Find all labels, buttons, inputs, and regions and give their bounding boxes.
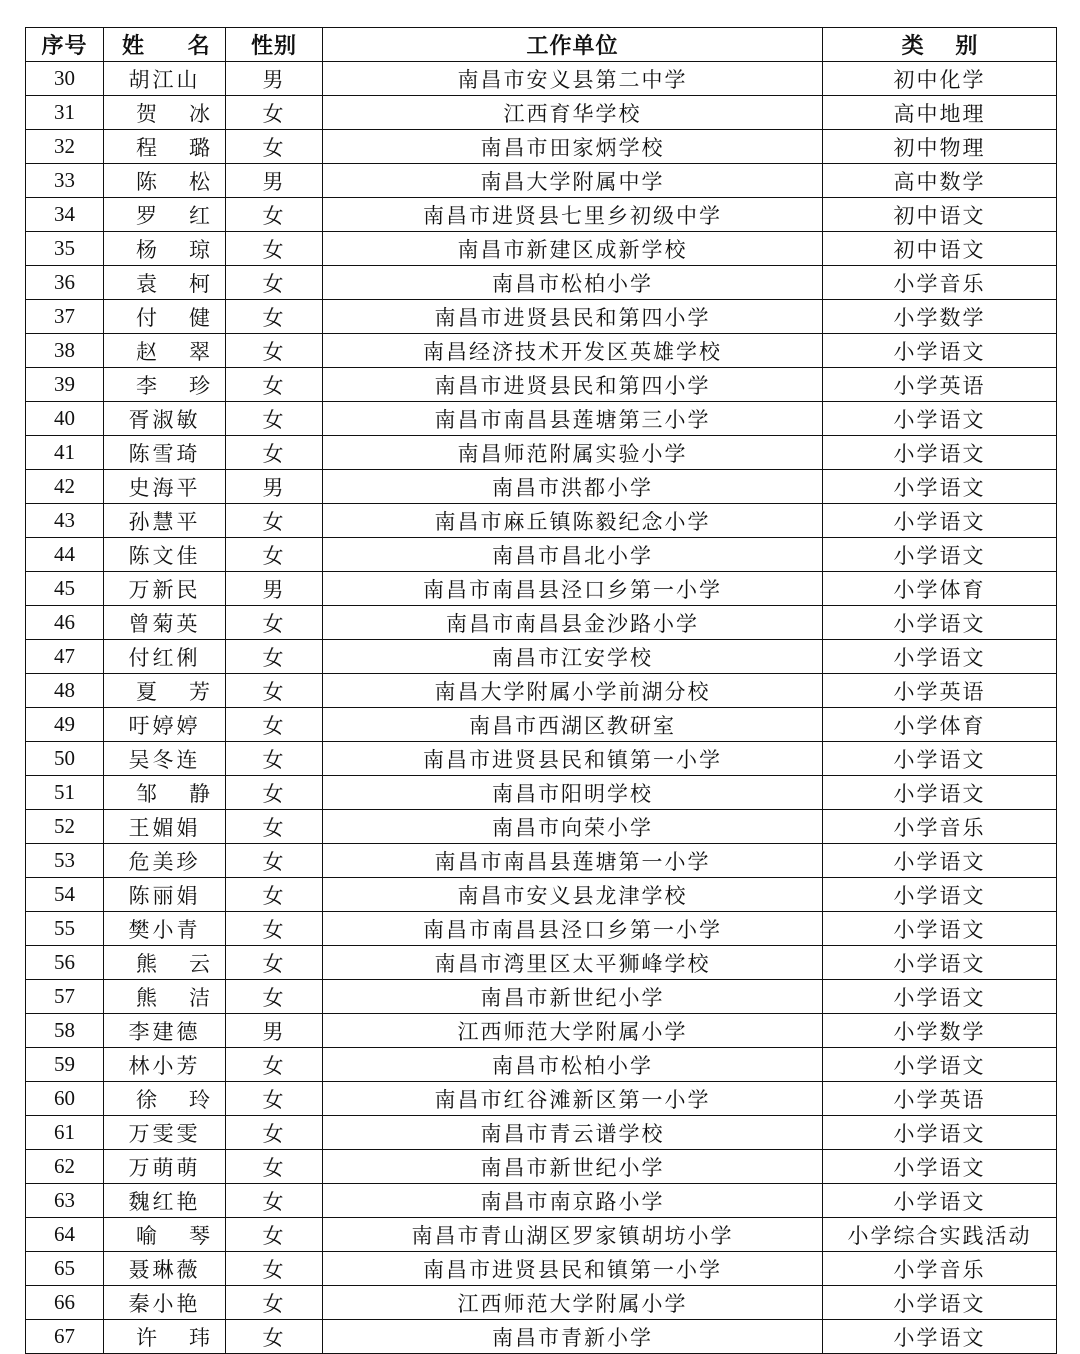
row-name: 陈雪琦: [104, 436, 226, 470]
row-category: 小学语文: [823, 436, 1057, 470]
row-gender: 女: [226, 1218, 323, 1252]
table-row: [26, 1048, 1057, 1082]
row-category: 小学语文: [823, 402, 1057, 436]
row-work-unit: 南昌市向荣小学: [323, 810, 823, 844]
row-work-unit: 江西师范大学附属小学: [323, 1286, 823, 1320]
row-category: 高中地理: [823, 96, 1057, 130]
row-work-unit: 南昌市青新小学: [323, 1320, 823, 1354]
row-category: 小学语文: [823, 946, 1057, 980]
row-work-unit: 南昌市西湖区教研室: [323, 708, 823, 742]
row-number: 35: [26, 232, 104, 266]
table-row: [26, 1218, 1057, 1252]
row-category: 小学英语: [823, 674, 1057, 708]
row-gender: 女: [226, 946, 323, 980]
table-row: [26, 402, 1057, 436]
row-name: 胥淑敏: [104, 402, 226, 436]
table-row: [26, 62, 1057, 96]
table-row: [26, 436, 1057, 470]
row-number: 57: [26, 980, 104, 1014]
row-number: 40: [26, 402, 104, 436]
table-row: [26, 164, 1057, 198]
row-gender: 女: [226, 1184, 323, 1218]
row-number: 53: [26, 844, 104, 878]
table-row: [26, 368, 1057, 402]
row-category: 小学英语: [823, 1082, 1057, 1116]
row-name: 万萌萌: [104, 1150, 226, 1184]
row-number: 60: [26, 1082, 104, 1116]
row-work-unit: 南昌市麻丘镇陈毅纪念小学: [323, 504, 823, 538]
row-name: 李珍: [104, 368, 226, 402]
row-gender: 女: [226, 1286, 323, 1320]
row-name: 吁婷婷: [104, 708, 226, 742]
header-gender: 性别: [226, 28, 323, 62]
row-work-unit: 南昌市江安学校: [323, 640, 823, 674]
row-category: 初中语文: [823, 232, 1057, 266]
row-name: 李建德: [104, 1014, 226, 1048]
row-gender: 女: [226, 300, 323, 334]
row-work-unit: 南昌市红谷滩新区第一小学: [323, 1082, 823, 1116]
row-work-unit: 南昌市安义县龙津学校: [323, 878, 823, 912]
row-category: 小学语文: [823, 912, 1057, 946]
table-row: [26, 504, 1057, 538]
table-row: [26, 640, 1057, 674]
table-row: [26, 96, 1057, 130]
row-work-unit: 南昌市安义县第二中学: [323, 62, 823, 96]
row-number: 50: [26, 742, 104, 776]
row-number: 32: [26, 130, 104, 164]
row-work-unit: 江西师范大学附属小学: [323, 1014, 823, 1048]
row-name: 万雯雯: [104, 1116, 226, 1150]
row-number: 51: [26, 776, 104, 810]
row-number: 39: [26, 368, 104, 402]
row-work-unit: 南昌市青云谱学校: [323, 1116, 823, 1150]
row-category: 小学语文: [823, 606, 1057, 640]
teacher-roster-table: [25, 27, 1057, 1354]
row-work-unit: 江西育华学校: [323, 96, 823, 130]
row-number: 44: [26, 538, 104, 572]
table-row: [26, 266, 1057, 300]
row-category: 小学语文: [823, 1320, 1057, 1354]
row-category: 小学音乐: [823, 266, 1057, 300]
row-category: 小学语文: [823, 1184, 1057, 1218]
row-category: 小学语文: [823, 1286, 1057, 1320]
table-row: [26, 538, 1057, 572]
table-row: [26, 980, 1057, 1014]
row-name: 危美珍: [104, 844, 226, 878]
row-gender: 女: [226, 232, 323, 266]
row-category: 小学语文: [823, 1116, 1057, 1150]
row-category: 小学音乐: [823, 1252, 1057, 1286]
row-name: 万新民: [104, 572, 226, 606]
row-category: 小学语文: [823, 470, 1057, 504]
row-number: 54: [26, 878, 104, 912]
row-name: 熊洁: [104, 980, 226, 1014]
row-name: 林小芳: [104, 1048, 226, 1082]
row-work-unit: 南昌市进贤县民和镇第一小学: [323, 742, 823, 776]
table-row: [26, 1014, 1057, 1048]
row-category: 小学数学: [823, 1014, 1057, 1048]
row-gender: 男: [226, 572, 323, 606]
row-number: 46: [26, 606, 104, 640]
row-number: 42: [26, 470, 104, 504]
row-work-unit: 南昌市南昌县莲塘第一小学: [323, 844, 823, 878]
row-category: 小学语文: [823, 538, 1057, 572]
row-number: 61: [26, 1116, 104, 1150]
row-work-unit: 南昌市进贤县民和第四小学: [323, 368, 823, 402]
row-name: 徐玲: [104, 1082, 226, 1116]
row-work-unit: 南昌市松柏小学: [323, 1048, 823, 1082]
table-row: [26, 470, 1057, 504]
row-name: 熊云: [104, 946, 226, 980]
row-gender: 女: [226, 776, 323, 810]
row-work-unit: 南昌市南昌县泾口乡第一小学: [323, 912, 823, 946]
table-row: [26, 946, 1057, 980]
row-category: 小学综合实践活动: [823, 1218, 1057, 1252]
row-name: 陈松: [104, 164, 226, 198]
row-name: 吴冬连: [104, 742, 226, 776]
table-row: [26, 1116, 1057, 1150]
row-work-unit: 南昌市进贤县七里乡初级中学: [323, 198, 823, 232]
row-name: 史海平: [104, 470, 226, 504]
row-gender: 男: [226, 1014, 323, 1048]
row-name: 魏红艳: [104, 1184, 226, 1218]
row-gender: 女: [226, 266, 323, 300]
row-number: 48: [26, 674, 104, 708]
row-work-unit: 南昌大学附属小学前湖分校: [323, 674, 823, 708]
row-number: 63: [26, 1184, 104, 1218]
row-name: 贺冰: [104, 96, 226, 130]
row-gender: 女: [226, 198, 323, 232]
row-number: 67: [26, 1320, 104, 1354]
row-category: 初中语文: [823, 198, 1057, 232]
table-row: [26, 1252, 1057, 1286]
row-name: 夏芳: [104, 674, 226, 708]
row-work-unit: 南昌市松柏小学: [323, 266, 823, 300]
row-work-unit: 南昌市新世纪小学: [323, 1150, 823, 1184]
table-row: [26, 130, 1057, 164]
row-number: 38: [26, 334, 104, 368]
row-gender: 女: [226, 1082, 323, 1116]
row-category: 小学语文: [823, 334, 1057, 368]
table-row: [26, 708, 1057, 742]
row-gender: 女: [226, 1150, 323, 1184]
table-row: [26, 810, 1057, 844]
row-gender: 男: [226, 62, 323, 96]
header-work-unit: 工作单位: [323, 28, 823, 62]
table-row: [26, 1082, 1057, 1116]
row-gender: 女: [226, 912, 323, 946]
row-work-unit: 南昌市南昌县金沙路小学: [323, 606, 823, 640]
row-number: 45: [26, 572, 104, 606]
row-gender: 女: [226, 130, 323, 164]
row-number: 31: [26, 96, 104, 130]
row-name: 程璐: [104, 130, 226, 164]
row-gender: 女: [226, 980, 323, 1014]
row-name: 曾菊英: [104, 606, 226, 640]
table-row: [26, 1286, 1057, 1320]
row-number: 41: [26, 436, 104, 470]
row-number: 55: [26, 912, 104, 946]
row-name: 陈文佳: [104, 538, 226, 572]
row-gender: 女: [226, 436, 323, 470]
row-gender: 女: [226, 368, 323, 402]
row-number: 66: [26, 1286, 104, 1320]
row-name: 付红俐: [104, 640, 226, 674]
row-number: 52: [26, 810, 104, 844]
row-category: 小学语文: [823, 504, 1057, 538]
row-name: 胡江山: [104, 62, 226, 96]
table-row: [26, 572, 1057, 606]
row-number: 33: [26, 164, 104, 198]
row-number: 59: [26, 1048, 104, 1082]
table-row: [26, 878, 1057, 912]
header-number: 序号: [26, 28, 104, 62]
row-number: 34: [26, 198, 104, 232]
table-row: [26, 844, 1057, 878]
row-category: 小学语文: [823, 1150, 1057, 1184]
row-number: 30: [26, 62, 104, 96]
table-row: [26, 1150, 1057, 1184]
row-gender: 女: [226, 1116, 323, 1150]
table-row: [26, 198, 1057, 232]
row-name: 秦小艳: [104, 1286, 226, 1320]
table-header: [26, 28, 1057, 62]
row-work-unit: 南昌市田家炳学校: [323, 130, 823, 164]
table-row: [26, 232, 1057, 266]
row-work-unit: 南昌市南昌县泾口乡第一小学: [323, 572, 823, 606]
row-gender: 女: [226, 538, 323, 572]
row-number: 37: [26, 300, 104, 334]
table-row: [26, 606, 1057, 640]
row-gender: 男: [226, 164, 323, 198]
row-work-unit: 南昌市新世纪小学: [323, 980, 823, 1014]
row-work-unit: 南昌市南昌县莲塘第三小学: [323, 402, 823, 436]
table-row: [26, 742, 1057, 776]
row-number: 64: [26, 1218, 104, 1252]
row-category: 小学数学: [823, 300, 1057, 334]
table-row: [26, 300, 1057, 334]
row-gender: 女: [226, 504, 323, 538]
row-number: 58: [26, 1014, 104, 1048]
row-number: 43: [26, 504, 104, 538]
row-work-unit: 南昌大学附属中学: [323, 164, 823, 198]
row-work-unit: 南昌市阳明学校: [323, 776, 823, 810]
row-category: 小学体育: [823, 572, 1057, 606]
row-category: 小学英语: [823, 368, 1057, 402]
row-category: 小学音乐: [823, 810, 1057, 844]
row-name: 孙慧平: [104, 504, 226, 538]
row-gender: 女: [226, 606, 323, 640]
row-gender: 女: [226, 402, 323, 436]
row-gender: 女: [226, 878, 323, 912]
row-gender: 女: [226, 334, 323, 368]
row-name: 袁柯: [104, 266, 226, 300]
row-name: 邹静: [104, 776, 226, 810]
row-number: 56: [26, 946, 104, 980]
row-number: 65: [26, 1252, 104, 1286]
row-category: 小学语文: [823, 878, 1057, 912]
row-gender: 女: [226, 844, 323, 878]
row-category: 小学语文: [823, 776, 1057, 810]
row-category: 小学语文: [823, 1048, 1057, 1082]
table-row: [26, 776, 1057, 810]
row-work-unit: 南昌市进贤县民和第四小学: [323, 300, 823, 334]
table-row: [26, 1184, 1057, 1218]
row-category: 小学语文: [823, 980, 1057, 1014]
row-gender: 女: [226, 1320, 323, 1354]
row-work-unit: 南昌市新建区成新学校: [323, 232, 823, 266]
row-gender: 女: [226, 742, 323, 776]
row-gender: 女: [226, 810, 323, 844]
row-number: 47: [26, 640, 104, 674]
row-work-unit: 南昌师范附属实验小学: [323, 436, 823, 470]
row-number: 36: [26, 266, 104, 300]
row-work-unit: 南昌市洪都小学: [323, 470, 823, 504]
row-name: 杨琼: [104, 232, 226, 266]
row-name: 许玮: [104, 1320, 226, 1354]
row-name: 喻琴: [104, 1218, 226, 1252]
row-work-unit: 南昌经济技术开发区英雄学校: [323, 334, 823, 368]
table-row: [26, 1320, 1057, 1354]
header-row: [26, 28, 1057, 62]
row-work-unit: 南昌市南京路小学: [323, 1184, 823, 1218]
row-name: 聂琳薇: [104, 1252, 226, 1286]
row-name: 樊小青: [104, 912, 226, 946]
row-category: 初中化学: [823, 62, 1057, 96]
row-category: 小学语文: [823, 742, 1057, 776]
row-category: 初中物理: [823, 130, 1057, 164]
row-work-unit: 南昌市进贤县民和镇第一小学: [323, 1252, 823, 1286]
row-category: 小学语文: [823, 844, 1057, 878]
row-name: 付健: [104, 300, 226, 334]
row-gender: 女: [226, 1252, 323, 1286]
row-name: 王媚娟: [104, 810, 226, 844]
row-gender: 女: [226, 96, 323, 130]
row-gender: 女: [226, 708, 323, 742]
row-number: 62: [26, 1150, 104, 1184]
row-category: 小学语文: [823, 640, 1057, 674]
row-gender: 女: [226, 674, 323, 708]
row-number: 49: [26, 708, 104, 742]
table-row: [26, 334, 1057, 368]
row-name: 赵翠: [104, 334, 226, 368]
row-name: 陈丽娟: [104, 878, 226, 912]
row-name: 罗红: [104, 198, 226, 232]
row-category: 高中数学: [823, 164, 1057, 198]
row-work-unit: 南昌市昌北小学: [323, 538, 823, 572]
header-name: 姓 名: [104, 28, 226, 62]
row-gender: 男: [226, 470, 323, 504]
table-row: [26, 912, 1057, 946]
header-category: 类 别: [823, 28, 1057, 62]
row-category: 小学体育: [823, 708, 1057, 742]
row-work-unit: 南昌市青山湖区罗家镇胡坊小学: [323, 1218, 823, 1252]
table-body: [26, 62, 1057, 1354]
row-gender: 女: [226, 640, 323, 674]
table-row: [26, 674, 1057, 708]
row-work-unit: 南昌市湾里区太平狮峰学校: [323, 946, 823, 980]
row-gender: 女: [226, 1048, 323, 1082]
